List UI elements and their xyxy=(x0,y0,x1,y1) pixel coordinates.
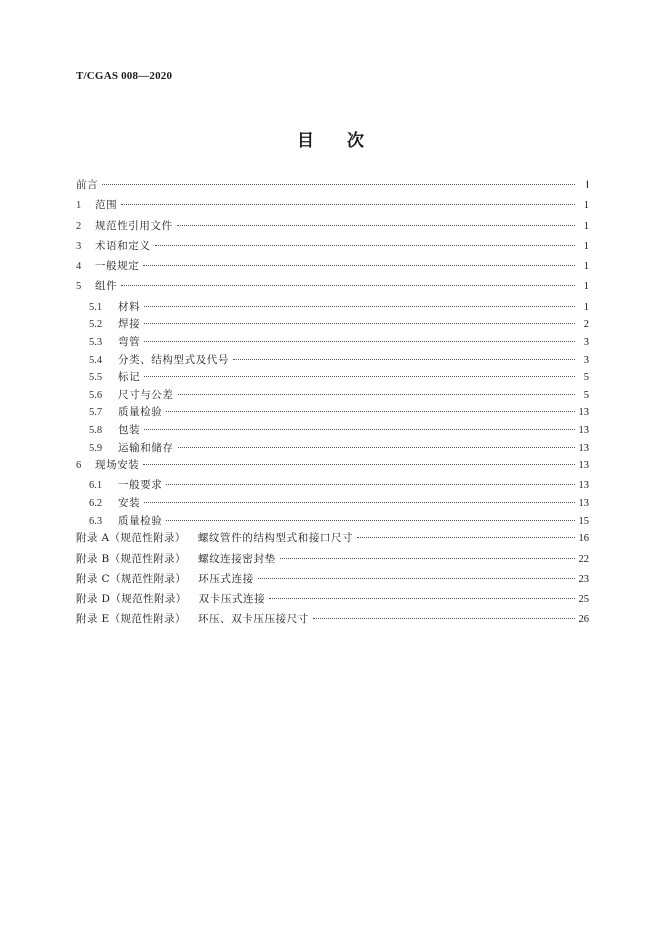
toc-annex-entry[interactable] xyxy=(76,551,589,571)
dot-leader xyxy=(143,265,575,266)
toc-entry-number: 2 xyxy=(76,220,82,232)
dot-leader xyxy=(357,537,574,538)
toc-entry[interactable] xyxy=(76,369,589,387)
annex-title: 螺纹管件的结构型式和接口尺寸 xyxy=(197,532,354,545)
toc-entry[interactable] xyxy=(76,440,589,458)
standard-code: T/CGAS 008—2020 xyxy=(76,70,173,82)
toc-entry-label: 运输和储存 xyxy=(118,441,174,454)
toc-entry[interactable] xyxy=(76,177,589,197)
annex-title: 环压式连接 xyxy=(198,572,254,585)
toc-entry[interactable] xyxy=(76,513,589,531)
toc-entry[interactable] xyxy=(76,218,589,238)
toc-entry[interactable] xyxy=(76,404,589,422)
toc-entry-label: 安装 xyxy=(118,497,141,510)
toc-entry-label: 一般要求 xyxy=(118,479,163,492)
dot-leader xyxy=(144,323,575,324)
toc-entry-page: 3 xyxy=(583,336,589,348)
toc-entry[interactable] xyxy=(76,495,589,513)
annex-title: 双卡压式连接 xyxy=(198,593,266,606)
page-title xyxy=(0,126,662,151)
toc-entry[interactable] xyxy=(76,422,589,440)
toc-annex-entry[interactable] xyxy=(76,571,589,591)
dot-leader xyxy=(121,204,575,205)
toc-entry-page: 13 xyxy=(578,424,589,436)
toc-entry-page: 15 xyxy=(578,515,589,527)
dot-leader xyxy=(269,598,574,599)
toc-entry-page: 23 xyxy=(578,573,589,585)
toc-entry-page: 1 xyxy=(583,261,589,273)
toc-entry-page: 16 xyxy=(578,533,589,545)
toc-entry-label: 一般规定 xyxy=(95,260,140,273)
toc-entry-number: 5.8 xyxy=(89,424,103,436)
toc-entry-page: 1 xyxy=(583,281,589,293)
dot-leader xyxy=(155,245,576,246)
dot-leader xyxy=(144,429,574,430)
toc-entry-page: 13 xyxy=(578,498,589,510)
toc-entry-label: 焊接 xyxy=(118,318,141,331)
toc-entry[interactable] xyxy=(76,387,589,405)
dot-leader xyxy=(166,411,574,412)
toc-entry-page: 13 xyxy=(578,407,589,419)
toc-entry-page: 22 xyxy=(578,553,589,565)
toc-entry-label: 标记 xyxy=(118,371,141,384)
table-of-contents xyxy=(76,177,589,632)
title-char-right: 次 xyxy=(347,131,365,151)
toc-entry-number: 6 xyxy=(76,460,82,472)
toc-entry-label: 范围 xyxy=(95,199,118,212)
dot-leader xyxy=(144,306,575,307)
toc-entry-page: 3 xyxy=(583,354,589,366)
toc-entry[interactable] xyxy=(76,477,589,495)
toc-entry[interactable] xyxy=(76,238,589,258)
toc-entry-page: 5 xyxy=(583,372,589,384)
dot-leader xyxy=(144,376,575,377)
dot-leader xyxy=(233,359,575,360)
toc-entry-label: 材料 xyxy=(118,300,141,313)
toc-entry[interactable] xyxy=(76,352,589,370)
toc-entry-number: 5.1 xyxy=(89,301,103,313)
toc-entry-number: 3 xyxy=(76,240,82,252)
toc-entry-number: 6.2 xyxy=(89,498,103,510)
dot-leader xyxy=(102,184,575,185)
dot-leader xyxy=(121,285,575,286)
toc-entry-label: 分类、结构型式及代号 xyxy=(118,353,229,366)
dot-leader xyxy=(143,464,574,465)
toc-entry-number: 5.5 xyxy=(89,372,103,384)
toc-entry-page: 2 xyxy=(583,319,589,331)
annex-label: 附录 E（规范性附录） xyxy=(76,613,186,626)
toc-entry[interactable] xyxy=(76,258,589,278)
annex-title: 螺纹连接密封垫 xyxy=(197,552,276,565)
toc-entry[interactable] xyxy=(76,334,589,352)
annex-title: 环压、双卡压压接尺寸 xyxy=(197,613,309,626)
dot-leader xyxy=(258,578,575,579)
dot-leader xyxy=(313,618,575,619)
dot-leader xyxy=(166,520,574,521)
annex-label: 附录 A（规范性附录） xyxy=(76,532,186,545)
toc-entry-page: 5 xyxy=(583,389,589,401)
toc-entry-page: 1 xyxy=(583,200,589,212)
toc-entry-page: 13 xyxy=(578,480,589,492)
toc-annex-entry[interactable] xyxy=(76,530,589,550)
toc-entry-number: 5.9 xyxy=(89,442,103,454)
toc-entry-number: 6.3 xyxy=(89,515,103,527)
toc-entry[interactable] xyxy=(76,316,589,334)
dot-leader xyxy=(144,341,575,342)
toc-entry[interactable] xyxy=(76,457,589,477)
toc-entry-label: 尺寸与公差 xyxy=(118,388,174,401)
toc-entry-page: 1 xyxy=(583,220,589,232)
toc-entry-page: 13 xyxy=(578,442,589,454)
dot-leader xyxy=(178,394,576,395)
dot-leader xyxy=(144,502,574,503)
toc-entry-number: 5 xyxy=(76,281,82,293)
dot-leader xyxy=(178,447,575,448)
toc-entry[interactable] xyxy=(76,197,589,217)
toc-entry-number: 1 xyxy=(76,200,82,212)
toc-entry-page: 1 xyxy=(583,240,589,252)
toc-entry-number: 6.1 xyxy=(89,480,103,492)
toc-entry-label: 组件 xyxy=(95,280,118,293)
toc-entry-number: 5.2 xyxy=(89,319,103,331)
toc-entry-label: 质量检验 xyxy=(118,514,163,527)
toc-entry-label: 弯管 xyxy=(118,335,141,348)
toc-entry-label: 质量检验 xyxy=(118,406,163,419)
toc-entry-label: 现场安装 xyxy=(95,459,140,472)
toc-entry-label: 包装 xyxy=(118,423,141,436)
toc-entry-label: 前言 xyxy=(76,179,99,191)
toc-entry-label: 规范性引用文件 xyxy=(95,219,173,232)
toc-entry-page: 1 xyxy=(583,301,589,313)
toc-annex-entry[interactable] xyxy=(76,611,589,631)
toc-entry-page: 26 xyxy=(578,614,589,626)
annex-label: 附录 B（规范性附录） xyxy=(76,552,186,565)
toc-entry[interactable] xyxy=(76,299,589,317)
title-char-left: 目 xyxy=(297,131,315,151)
toc-entry-number: 5.3 xyxy=(89,336,103,348)
dot-leader xyxy=(166,484,574,485)
annex-label: 附录 D（规范性附录） xyxy=(76,593,187,606)
annex-label: 附录 C（规范性附录） xyxy=(76,572,187,585)
toc-entry-number: 5.7 xyxy=(89,407,103,419)
toc-entry-number: 5.6 xyxy=(89,389,103,401)
toc-entry-number: 5.4 xyxy=(89,354,103,366)
toc-entry-page: 25 xyxy=(578,594,589,606)
toc-entry[interactable] xyxy=(76,278,589,298)
toc-entry-page: 13 xyxy=(578,460,589,472)
toc-annex-entry[interactable] xyxy=(76,591,589,611)
toc-entry-page: Ⅰ xyxy=(585,180,589,191)
dot-leader xyxy=(280,558,575,559)
toc-entry-number: 4 xyxy=(76,261,82,273)
dot-leader xyxy=(177,225,575,226)
toc-entry-label: 术语和定义 xyxy=(95,239,151,252)
